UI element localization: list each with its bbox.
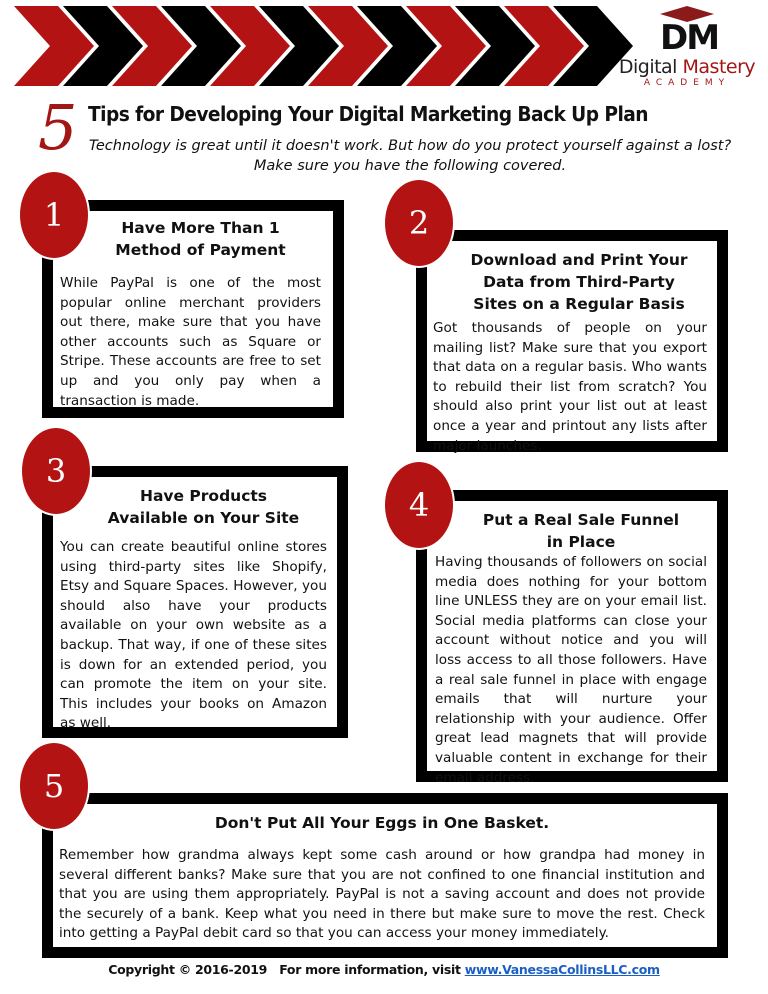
tip-body: Got thousands of people on your mailing list? Make sure that you export that data on a regular basis. Who wants to rebuild their list from scratch? You should also print your list out at least once a year and printout any lists after major launches. xyxy=(433,320,707,454)
tip-number-badge: 5 xyxy=(20,743,88,829)
website-link[interactable]: www.VanessaCollinsLLC.com xyxy=(464,962,660,977)
title-number: 5 xyxy=(38,91,78,164)
intro-text: Technology is great until it doesn't work. But how do you protect yourself against a lost? Make sure you have the following covered. xyxy=(88,138,732,174)
footer xyxy=(0,962,768,977)
tip-heading: Don't Put All Your Eggs in One Basket. xyxy=(214,814,550,832)
page-title: Tips for Developing Your Digital Marketing Back Up Plan xyxy=(88,102,648,126)
copyright-text: Copyright © 2016-2019 For more information, visit xyxy=(108,962,465,977)
tip-box-5 xyxy=(42,793,728,958)
logo-tagline: ACADEMY xyxy=(643,78,731,88)
tip-number-badge: 4 xyxy=(385,462,453,548)
tip-box-3 xyxy=(42,466,348,738)
tip-heading: Download and Print Your Data from Third-Party Sites on a Regular Basis xyxy=(470,251,688,313)
tip-box-2 xyxy=(416,230,728,452)
logo-initials: DM xyxy=(659,18,719,58)
tip-number-badge: 3 xyxy=(22,428,90,514)
logo xyxy=(608,6,766,90)
tip-heading: Have More Than 1 Method of Payment xyxy=(115,219,286,259)
tip-body: Having thousands of followers on social media does nothing for your bottom line UNLESS they are on your email list. Social media platforms can close your account without notice and you will loss access to all those followers. Have a real sale funnel in place with engage emails that will nurture your relationship with your audience. Offer great lead magnets that will provide valuable content in exchange for their email address. xyxy=(435,554,707,786)
tip-number-badge: 1 xyxy=(20,172,88,258)
tip-box-1 xyxy=(42,200,344,418)
tip-body: You can create beautiful online stores using third-party sites like Shopify, Etsy and Square Spaces. However, you should also have your products available on your own website as a backup. That way, if one of these sites is down for an extended period, you can promote the item on your site. This includes your books on Amazon as well. xyxy=(60,539,327,732)
tip-heading: Have Products Available on Your Site xyxy=(107,487,300,527)
tip-number-badge: 2 xyxy=(385,180,453,266)
chevron-banner xyxy=(14,6,624,86)
tip-box-4 xyxy=(416,490,728,786)
logo-name: Digital Mastery xyxy=(618,56,756,78)
tip-heading: Put a Real Sale Funnel in Place xyxy=(482,511,680,551)
tip-body: While PayPal is one of the most popular online merchant providers out there, make sure that you have other accounts such as Square or Stripe. These accounts are free to set up and you only pay when a transaction is made. xyxy=(60,275,321,409)
tip-body: Remember how grandma always kept some cash around or how grandpa had money in several different banks? Make sure that you are not confined to one financial institution and that you are using them appropriately. PayPal is not a saving account and does not provide the securely of a bank. Keep what you need in there but make sure to move the rest. Check into getting a PayPal debit card so that you can access your money immediately. xyxy=(59,847,705,942)
